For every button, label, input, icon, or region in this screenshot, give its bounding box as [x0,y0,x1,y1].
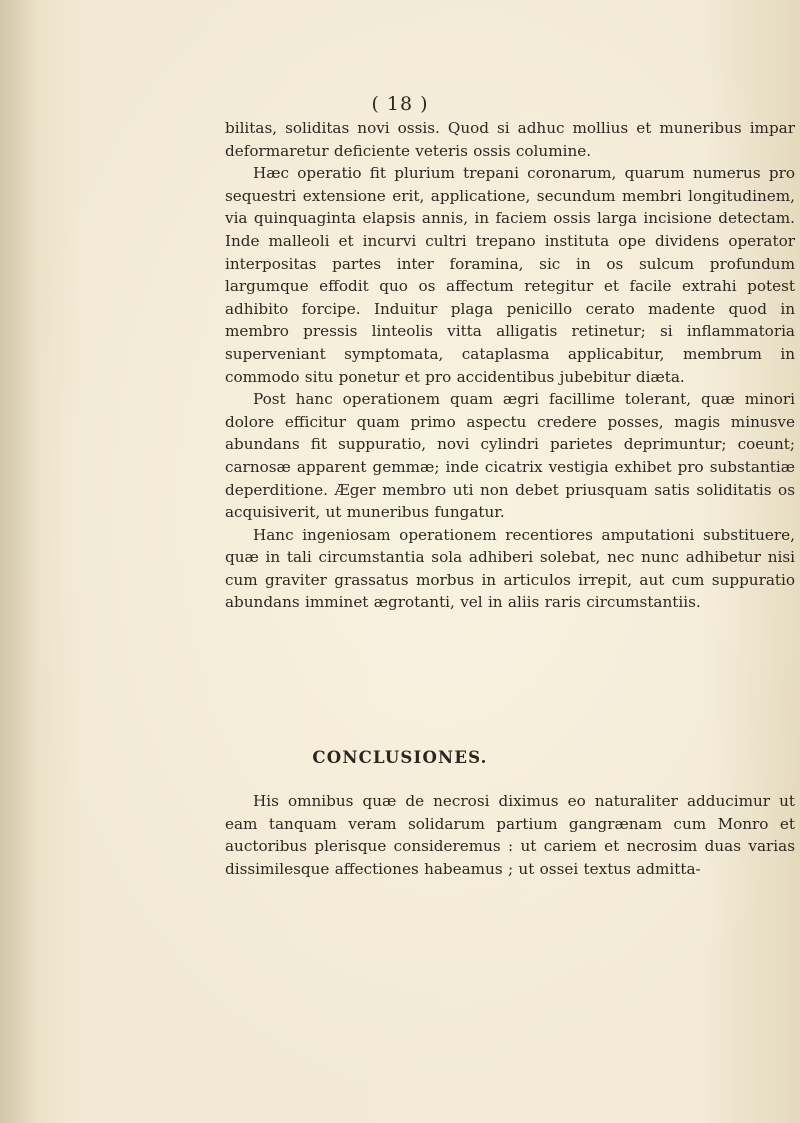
paragraph-after-operation: Post hanc operationem quam ægri facillime tolerant, quæ minori dolore efficitur quam primo aspectu credere posses, magis minusve abundans fit suppuratio, novi cylindri parietes deprimuntur; coeunt; carnosæ apparent gemmæ; inde cicatrix vestigia exhibet pro substantiæ deperditione. Æger membro uti non debet priusquam satis soliditatis os acquisiverit, ut muneribus fungatur. [225,390,795,522]
paragraph-conclusion: His omnibus quæ de necrosi diximus eo naturaliter adducimur ut eam tanquam veram solidarum partium gangrænam cum Monro et auctoribus plerisque consideremus : ut cariem et necrosim duas varias dissimilesque affectiones habeamus ; ut ossei textus admitta- [225,792,795,878]
main-text [225,117,795,614]
page-gutter-shadow [0,0,40,1123]
page-number: ( 18 ) [371,93,429,115]
paragraph-operation: Hæc operatio fit plurium trepani coronarum, quarum numerus pro sequestri extensione erit, applicatione, secundum membri longitudinem, via quinquaginta elapsis annis, in faciem ossis larga incisione detectam. Inde malleoli et incurvi cultri trepano instituta ope dividens operator interpositas partes inter foramina, sic in os sulcum profundum largumque effodit quo os affectum retegitur et facile extrahi potest adhibito forcipe. Induitur plaga penicillo cerato madente quod in membro pressis linteolis vitta alligatis retinetur; si inflammatoria superveniant symptomata, cataplasma applicabitur, membrum in commodo situ ponetur et pro accidentibus jubebitur diæta. [225,164,795,386]
section-heading: CONCLUSIONES. [312,748,488,767]
conclusion-text [225,790,795,880]
paragraph-amputation: Hanc ingeniosam operationem recentiores amputationi substituere, quæ in tali circumstantia sola adhiberi solebat, nec nunc adhibetur nisi cum graviter grassatus morbus in articulos irrepit, aut cum suppuratio abundans imminet ægrotanti, vel in aliis raris circumstantiis. [225,525,795,612]
paragraph-continuation: bilitas, soliditas novi ossis. Quod si adhuc mollius et muneribus impar deformaretur deficiente veteris ossis columine. [225,119,795,160]
